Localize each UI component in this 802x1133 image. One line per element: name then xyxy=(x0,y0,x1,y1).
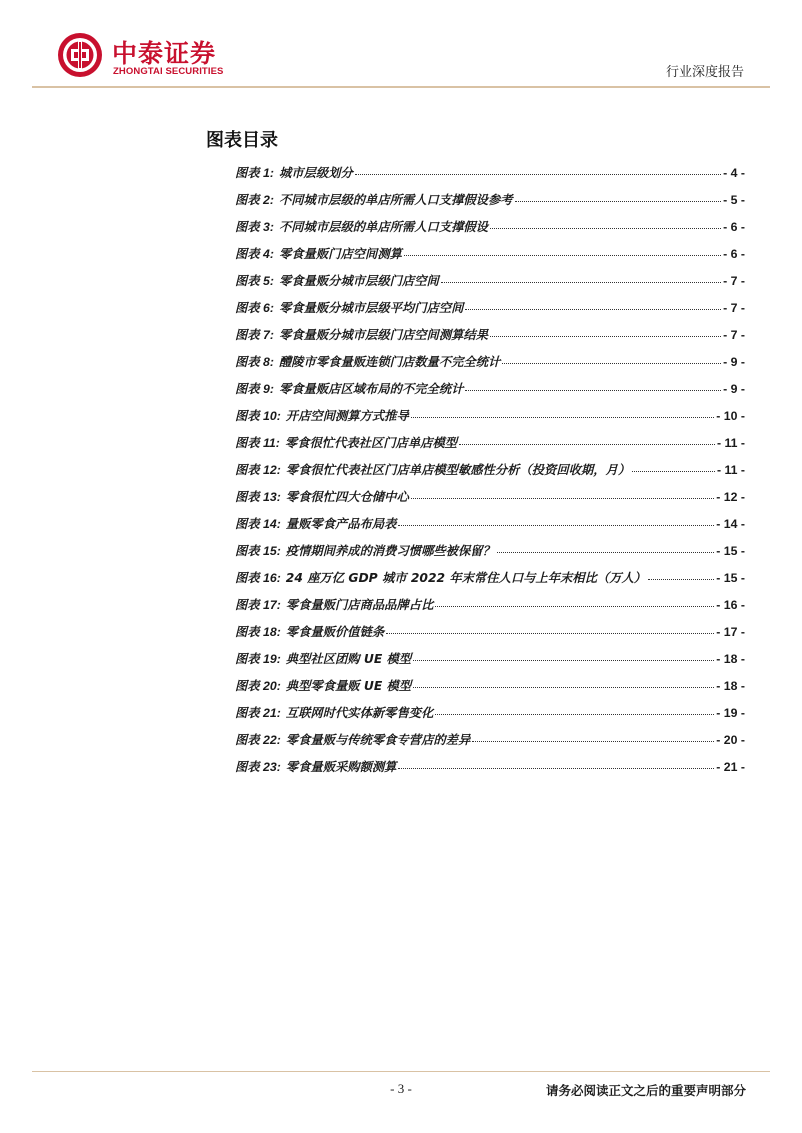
toc-entry-label xyxy=(235,649,411,667)
toc-entry-number: 图表 19: xyxy=(235,652,281,666)
toc-entry-label xyxy=(235,568,646,586)
toc-entry-page: - 18 - xyxy=(716,679,745,693)
toc-entry-label xyxy=(235,595,433,613)
toc-entry[interactable] xyxy=(235,595,745,622)
toc-entry[interactable] xyxy=(235,703,745,730)
toc-entry-page: - 4 - xyxy=(723,166,745,180)
toc-entry-title: 醴陵市零食量贩连锁门店数量不完全统计 xyxy=(278,355,501,369)
toc-entry-title: 零食量贩采购额测算 xyxy=(285,760,397,774)
company-logo xyxy=(56,31,246,81)
toc-entry-number: 图表 7: xyxy=(235,328,274,342)
toc-entry[interactable] xyxy=(235,676,745,703)
toc-entry[interactable] xyxy=(235,757,745,784)
toc-entry-number: 图表 21: xyxy=(235,706,281,720)
toc-entry-number: 图表 9: xyxy=(235,382,274,396)
toc-entry-label xyxy=(235,406,409,424)
toc-entry-label xyxy=(235,541,495,559)
toc-entry[interactable] xyxy=(235,514,745,541)
toc-entry[interactable] xyxy=(235,622,745,649)
toc-entry-number: 图表 4: xyxy=(235,247,274,261)
toc-entry-title: 开店空间测算方式推导 xyxy=(285,409,409,423)
logo-chinese-name: 中泰证券 xyxy=(112,39,217,68)
toc-entry-page: - 7 - xyxy=(723,328,745,342)
report-type-label: 行业深度报告 xyxy=(665,65,744,80)
toc-entry[interactable] xyxy=(235,352,745,379)
figure-list xyxy=(235,163,745,784)
toc-leader-dots xyxy=(441,281,721,283)
toc-entry-page: - 5 - xyxy=(723,193,745,207)
toc-entry-title: 零食量贩与传统零食专营店的差异 xyxy=(285,733,471,747)
toc-leader-dots xyxy=(398,524,714,526)
toc-entry-page: - 15 - xyxy=(716,544,745,558)
toc-entry-page: - 17 - xyxy=(716,625,745,639)
toc-entry-page: - 9 - xyxy=(723,355,745,369)
toc-entry-label xyxy=(235,271,439,289)
toc-entry-number: 图表 23: xyxy=(235,760,281,774)
toc-entry[interactable] xyxy=(235,325,745,352)
toc-entry-title: 典型零食量贩 UE 模型 xyxy=(285,679,412,693)
toc-leader-dots xyxy=(472,740,714,742)
toc-entry-title: 零食很忙四大仓储中心 xyxy=(285,490,409,504)
toc-entry-page: - 19 - xyxy=(716,706,745,720)
toc-entry[interactable] xyxy=(235,730,745,757)
toc-leader-dots xyxy=(413,686,714,688)
toc-leader-dots xyxy=(502,362,721,364)
toc-entry-page: - 7 - xyxy=(723,301,745,315)
toc-leader-dots xyxy=(435,713,714,715)
toc-leader-dots xyxy=(490,227,721,229)
toc-entry-number: 图表 14: xyxy=(235,517,281,531)
toc-entry-label xyxy=(235,325,488,343)
footer-divider xyxy=(32,1071,770,1072)
toc-leader-dots xyxy=(398,767,714,769)
toc-entry-number: 图表 6: xyxy=(235,301,274,315)
toc-leader-dots xyxy=(648,578,714,580)
toc-entry-number: 图表 22: xyxy=(235,733,281,747)
toc-leader-dots xyxy=(435,605,714,607)
toc-leader-dots xyxy=(632,470,715,472)
toc-entry-title: 互联网时代实体新零售变化 xyxy=(285,706,434,720)
toc-entry-title: 疫情期间养成的消费习惯哪些被保留？ xyxy=(285,544,495,558)
toc-leader-dots xyxy=(404,254,721,256)
toc-entry-label xyxy=(235,190,513,208)
toc-entry-title: 零食很忙代表社区门店单店模型敏感性分析（投资回收期，月） xyxy=(285,463,631,477)
toc-entry-page: - 11 - xyxy=(716,436,745,450)
toc-entry[interactable] xyxy=(235,271,745,298)
toc-entry-number: 图表 1: xyxy=(235,166,274,180)
toc-entry-page: - 9 - xyxy=(723,382,745,396)
toc-entry[interactable] xyxy=(235,649,745,676)
toc-leader-dots xyxy=(459,443,715,445)
toc-entry-number: 图表 17: xyxy=(235,598,281,612)
toc-entry-label xyxy=(235,433,457,451)
toc-entry-page: - 12 - xyxy=(716,490,745,504)
toc-entry[interactable] xyxy=(235,460,745,487)
toc-entry-number: 图表 15: xyxy=(235,544,281,558)
disclaimer-text: 请务必阅读正文之后的重要声明部分 xyxy=(545,1083,746,1098)
toc-entry-title: 零食量贩店区域布局的不完全统计 xyxy=(278,382,464,396)
toc-entry-label xyxy=(235,757,396,775)
toc-leader-dots xyxy=(490,335,721,337)
toc-entry-page: - 14 - xyxy=(716,517,745,531)
toc-entry-title: 零食量贩分城市层级门店空间 xyxy=(278,274,439,288)
toc-entry-label xyxy=(235,703,433,721)
toc-entry[interactable] xyxy=(235,541,745,568)
toc-entry-page: - 7 - xyxy=(723,274,745,288)
toc-entry-title: 不同城市层级的单店所需人口支撑假设 xyxy=(278,220,489,234)
toc-entry-page: - 21 - xyxy=(716,760,745,774)
toc-entry-title: 零食量贩门店空间测算 xyxy=(278,247,402,261)
toc-entry-title: 零食量贩门店商品品牌占比 xyxy=(285,598,434,612)
toc-entry-number: 图表 5: xyxy=(235,274,274,288)
toc-entry-number: 图表 2: xyxy=(235,193,274,207)
toc-leader-dots xyxy=(411,416,715,418)
toc-entry-number: 图表 18: xyxy=(235,625,281,639)
toc-entry-label xyxy=(235,217,488,235)
toc-entry-title: 零食量贩价值链条 xyxy=(285,625,385,639)
logo-english-name: ZHONGTAI SECURITIES xyxy=(113,66,224,77)
toc-entry-page: - 11 - xyxy=(716,463,745,477)
toc-leader-dots xyxy=(465,389,721,391)
toc-entry-label xyxy=(235,676,411,694)
toc-entry-title: 零食很忙代表社区门店单店模型 xyxy=(284,436,458,450)
toc-entry-page: - 15 - xyxy=(716,571,745,585)
toc-entry-title: 量贩零食产品布局表 xyxy=(285,517,397,531)
toc-entry-number: 图表 12: xyxy=(235,463,281,477)
toc-leader-dots xyxy=(413,659,714,661)
toc-entry-label xyxy=(235,352,500,370)
toc-entry[interactable] xyxy=(235,568,745,595)
toc-entry-label xyxy=(235,298,463,316)
toc-title: 图表目录 xyxy=(206,130,278,151)
toc-leader-dots xyxy=(411,497,715,499)
toc-entry-label xyxy=(235,514,396,532)
toc-leader-dots xyxy=(465,308,721,310)
toc-entry[interactable] xyxy=(235,190,745,217)
toc-entry-page: - 10 - xyxy=(716,409,745,423)
toc-entry-title: 零食量贩分城市层级平均门店空间 xyxy=(278,301,464,315)
toc-entry-page: - 6 - xyxy=(723,247,745,261)
toc-entry[interactable] xyxy=(235,217,745,244)
toc-entry-label xyxy=(235,487,409,505)
toc-entry-label xyxy=(235,163,353,181)
toc-entry-number: 图表 8: xyxy=(235,355,274,369)
page-number: - 3 - xyxy=(390,1081,412,1096)
toc-entry[interactable] xyxy=(235,163,745,190)
toc-entry-number: 图表 3: xyxy=(235,220,274,234)
toc-entry-page: - 16 - xyxy=(716,598,745,612)
toc-entry-page: - 18 - xyxy=(716,652,745,666)
toc-entry-title: 不同城市层级的单店所需人口支撑假设参考 xyxy=(278,193,513,207)
toc-entry[interactable] xyxy=(235,298,745,325)
toc-entry-title: 典型社区团购 UE 模型 xyxy=(285,652,412,666)
toc-leader-dots xyxy=(515,200,722,202)
toc-entry-number: 图表 20: xyxy=(235,679,281,693)
toc-entry-page: - 6 - xyxy=(723,220,745,234)
toc-entry-label xyxy=(235,244,402,262)
toc-leader-dots xyxy=(355,173,721,175)
header-divider xyxy=(32,86,770,88)
toc-entry-number: 图表 10: xyxy=(235,409,281,423)
toc-entry-label xyxy=(235,730,470,748)
toc-entry-page: - 20 - xyxy=(716,733,745,747)
toc-entry-number: 图表 11: xyxy=(235,436,280,450)
toc-entry-title: 零食量贩分城市层级门店空间测算结果 xyxy=(278,328,489,342)
toc-entry-title: 城市层级划分 xyxy=(278,166,353,180)
toc-entry-label xyxy=(235,622,384,640)
toc-entry-title: 24 座万亿 GDP 城市 2022 年末常住人口与上年末相比（万人） xyxy=(285,571,647,585)
toc-entry[interactable] xyxy=(235,379,745,406)
toc-entry[interactable] xyxy=(235,487,745,514)
toc-entry-number: 图表 16: xyxy=(235,571,281,585)
toc-entry-number: 图表 13: xyxy=(235,490,281,504)
toc-entry-label xyxy=(235,379,463,397)
toc-leader-dots xyxy=(386,632,714,634)
toc-entry[interactable] xyxy=(235,244,745,271)
toc-leader-dots xyxy=(497,551,714,553)
toc-entry-label xyxy=(235,460,630,478)
zhongtai-logo-icon xyxy=(56,31,104,79)
toc-entry[interactable] xyxy=(235,406,745,433)
toc-entry[interactable] xyxy=(235,433,745,460)
